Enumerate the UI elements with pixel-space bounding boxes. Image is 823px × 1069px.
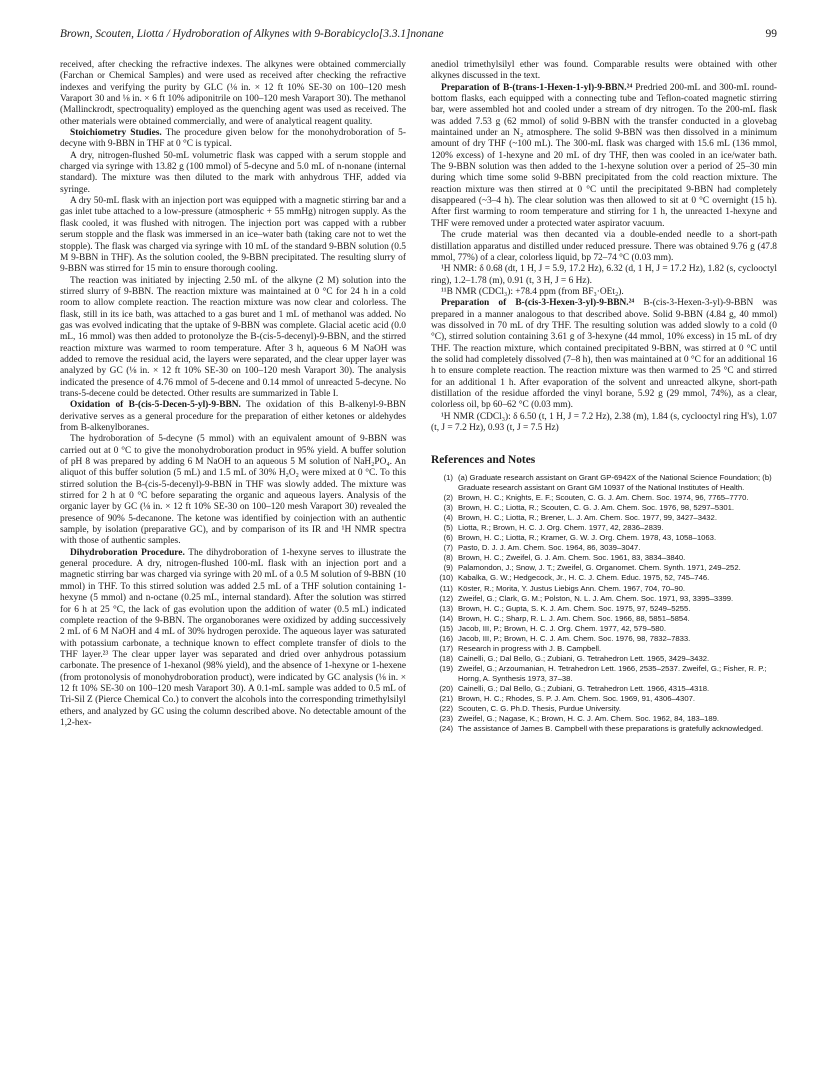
reference-item <box>431 624 777 633</box>
reference-item <box>431 553 777 562</box>
reference-number: (4) <box>443 512 453 522</box>
paragraph <box>431 230 777 264</box>
reference-text: Jacob, III, P.; Brown, H. C. J. Am. Chem. Soc. 1976, 98, 7832–7833. <box>458 634 691 644</box>
reference-text: Köster, R.; Morita, Y. Justus Liebigs Ann. Chem. 1967, 704, 70–90. <box>458 583 686 593</box>
run-in-heading: Preparation of B-(cis-3-Hexen-3-yl)-9-BBN.²⁴ <box>441 298 635 309</box>
paragraph <box>431 287 777 298</box>
paragraph <box>60 60 406 128</box>
reference-number: (6) <box>443 533 453 543</box>
paragraph <box>60 151 406 196</box>
reference-number: (19) <box>439 664 453 674</box>
reference-text: Palamondon, J.; Snow, J. T.; Zweifel, G. Organomet. Chem. Synth. 1971, 249–252. <box>458 563 741 573</box>
paragraph <box>431 412 777 435</box>
reference-text: Pasto, D. J. J. Am. Chem. Soc. 1964, 86, 3039–3047. <box>458 543 641 553</box>
reference-item <box>431 654 777 663</box>
reference-item <box>431 664 777 683</box>
reference-number: (22) <box>439 703 453 713</box>
reference-number: (21) <box>439 693 453 703</box>
reference-item <box>431 604 777 613</box>
reference-number: (8) <box>443 553 453 563</box>
reference-text: Brown, H. C.; Sharp, R. L. J. Am. Chem. Soc. 1966, 88, 5851–5854. <box>458 613 690 623</box>
reference-item <box>431 614 777 623</box>
paragraph-text: Predried 200-mL and 300-mL round-bottom flasks, each equipped with a connecting tube and Teflon-coated magnetic stirring bar, were assembled hot and cooled under a stream of dry nitrogen. To the 200-mL flask was added 7.53 g (62 mmol) of solid 9-BBN with the transfer conducted in a glovebag maintained under an N₂ atmosphere. The solid 9-BBN was then dissolved in a minimum amount of dry THF (~100 mL). The 300-mL flask was charged with 15.6 mL (136 mmol, 120% excess) of 1-hexyne and 20 mL of dry THF, then was cooled in an ice/water bath. The 9-BBN solution was then added to the 1-hexyne solution over a period of 25–30 min during which time some solid 9-BBN precipitated from the cold reaction mixture. The reaction mixture was then stirred at 0 °C until the precipitated 9-BBN had completely disappeared (~3–4 h). The clear solution was then allowed to sit at 0 °C overnight (15 h). After first warming to room temperature and stirring for 1 h, the unreacted 1-hexyne and THF were removed under a protected water aspirator vacuum. <box>431 82 777 229</box>
paragraph-text: The oxidation of this B-alkenyl-9-BBN derivative serves as a general procedure for the preparation of either ketones or aldehydes from B-alkenylboranes. <box>60 400 406 433</box>
paragraph <box>60 400 406 434</box>
paragraph-text: The dihydroboration of 1-hexyne serves to illustrate the general procedure. A dry, nitrogen-flushed 100-mL flask with an injection port and a magnetic stirring bar was charged via syringe with 20 mL of a 0.5 M solution of 9-BBN (10 mmol) in THF. To this stirred solution was added 2.5 mL of a THF solution containing 1-hexyne (5 mmol) and n-octane (0.25 mL, internal standard). After the solution was stirred for 6 h at 25 °C, the lack of gas evolution upon the addition of water (0.5 mL) indicated complete reaction of the 9-BBN. The organoboranes were oxidized by adding successively 2 mL of 6 M NaOH and 4 mL of 30% hydrogen peroxide. The aqueous layer was saturated with potassium carbonate, a technique known to effect complete transfer of diols to the THF layer.²³ The clear upper layer was separated and dried over anhydrous potassium carbonate. The presence of 1-hexanol (98% yield), and the absence of 1-hexyne or 1-hexene (from protonolysis of monohydroboration product), were indicated by GC analysis (⅛ in. × 12 ft 10% SE-30 on 100–120 mesh Varaport 30). A 0.1-mL sample was added to 0.5 mL of Tri-Sil Z (Pierce Chemical Co.) to convert the alcohols into the corresponding trimethylsilyl ethers, and analyzed by GC using the column described above. No detectable amount of the 1,2-hex- <box>60 547 406 728</box>
reference-item <box>431 714 777 723</box>
run-in-heading: Oxidation of B-(cis-5-Decen-5-yl)-9-BBN. <box>70 400 241 411</box>
reference-text: Zweifel, G.; Nagase, K.; Brown, H. C. J. Am. Chem. Soc. 1962, 84, 183–189. <box>458 714 720 723</box>
right-column-paragraphs <box>431 60 777 434</box>
reference-number: (13) <box>439 603 453 613</box>
reference-text: Scouten, C. G. Ph.D. Thesis, Purdue University. <box>458 703 621 713</box>
reference-number: (2) <box>443 492 453 502</box>
paragraph-text: ¹¹B NMR (CDCl₃): +78.4 ppm (from BF₃·OEt₂). <box>441 286 624 297</box>
reference-text: Cainelli, G.; Dal Bello, G.; Zubiani, G. Tetrahedron Lett. 1966, 4315–4318. <box>458 683 710 693</box>
reference-item <box>431 644 777 653</box>
reference-item <box>431 503 777 512</box>
reference-text: Zweifel, G.; Arzoumanian, H. Tetrahedron Lett. 1966, 2535–2537. Zweifel, G.; Fisher, R. P.; Horng, A. Synthesis 1973, 37–38. <box>458 664 767 683</box>
paragraph-text: ¹H NMR (CDCl₃): δ 6.50 (t, 1 H, J = 7.2 Hz), 2.38 (m), 1.84 (s, cyclooctyl ring H's), 1.07 (t, J = 7.2 Hz), 0.93 (t, J = 7.5 Hz) <box>431 411 777 433</box>
page-header <box>60 28 777 44</box>
reference-item <box>431 543 777 552</box>
reference-item <box>431 563 777 572</box>
reference-text: Brown, H. C.; Liotta, R.; Brener, L. J. Am. Chem. Soc. 1977, 99, 3427–3432. <box>458 512 717 522</box>
reference-item <box>431 584 777 593</box>
reference-item <box>431 724 777 733</box>
reference-item <box>431 473 777 492</box>
reference-item <box>431 594 777 603</box>
reference-item <box>431 573 777 582</box>
reference-number: (11) <box>439 583 453 593</box>
reference-number: (14) <box>439 613 453 623</box>
reference-text: Cainelli, G.; Dal Bello, G.; Zubiani, G. Tetrahedron Lett. 1965, 3429–3432. <box>458 654 710 664</box>
reference-text: Brown, H. C.; Gupta, S. K. J. Am. Chem. Soc. 1975, 97, 5249–5255. <box>458 603 691 613</box>
reference-number: (24) <box>439 724 453 734</box>
reference-text: Zweifel, G.; Clark, G. M.; Polston, N. L. J. Am. Chem. Soc. 1971, 93, 3395–3399. <box>458 593 734 603</box>
paragraph <box>431 264 777 287</box>
reference-number: (23) <box>439 714 453 723</box>
reference-item <box>431 523 777 532</box>
paragraph-text: B-(cis-3-Hexen-3-yl)-9-BBN was prepared in a manner analogous to that described above. Solid 9-BBN (4.84 g, 40 mmol) was dissolved in 70 mL of dry THF. The resulting solution was added slowly to a cold (0 °C), stirred solution containing 3.61 g of 3-hexyne (44 mmol, 10% excess) in 15 mL of dry THF. The reaction mixture, which contained precipitated 9-BBN, was stirred at 0 °C until the solid had completely dissolved (7–8 h), then was maintained at 0 °C for an additional 16 h to ensure complete reaction. The reaction mixture was then warmed to 25 °C and stirred for an additional 1 h. After evaporation of the solvent and unreacted alkyne, short-path distillation of the residue afforded the vinyl borane, 5.92 g (29 mmol, 74%), as a clear, colorless oil, bp 60–62 °C (0.03 mm). <box>431 298 777 411</box>
reference-number: (5) <box>443 523 453 533</box>
paragraph-text: anediol trimethylsilyl ether was found. Comparable results were obtained with other alkynes discussed in the text. <box>431 60 777 82</box>
right-column <box>431 60 777 734</box>
reference-text: (a) Graduate research assistant on Grant GP-6942X of the National Science Foundation; (b) Graduate research assistant on Grant GM 10937 of the National Institutes of Health. <box>458 473 772 492</box>
left-column <box>60 60 406 729</box>
reference-number: (3) <box>443 502 453 512</box>
reference-item <box>431 634 777 643</box>
paragraph-text: A dry 50-mL flask with an injection port was equipped with a magnetic stirring bar and a gas inlet tube attached to a low-pressure (atmospheric + 55 mmHg) nitrogen supply. As the flask cooled, it was flushed with nitrogen. The injection port was capped with a rubber serum stopple and the flask was immersed in an ice–water bath (taking care not to wet the stopple). The flask was charged via syringe with 10 mL of the standard 9-BBN solution (0.5 M 9-BBN in THF). As the solution cooled, the 9-BBN precipitated. The resulting slurry of 9-BBN was stirred for 15 min to ensure thorough cooling. <box>60 196 406 275</box>
paragraph <box>60 434 406 547</box>
paragraph-text: The procedure given below for the monohydroboration of 5-decyne with 9-BBN in THF at 0 °C is typical. <box>60 128 406 150</box>
reference-number: (1) <box>443 473 453 483</box>
paragraph-text: The crude material was then decanted via a double-ended needle to a short-path distillation apparatus and distilled under reduced pressure. There was obtained 9.76 g (47.8 mmol, 77%) of a clear, colorless liquid, bp 72–74 °C (0.03 mm). <box>431 230 777 263</box>
reference-item <box>431 493 777 502</box>
running-head: Brown, Scouten, Liotta / Hydroboration of Alkynes with 9-Borabicyclo[3.3.1]nonane <box>60 28 444 40</box>
paragraph <box>60 196 406 275</box>
references-list <box>431 473 777 733</box>
reference-item <box>431 694 777 703</box>
reference-text: Brown, H. C.; Zweifel, G. J. Am. Chem. Soc. 1961, 83, 3834–3840. <box>458 553 686 563</box>
reference-item <box>431 513 777 522</box>
reference-text: Kabalka, G. W.; Hedgecock, Jr., H. C. J. Chem. Educ. 1975, 52, 745–746. <box>458 573 710 583</box>
paragraph <box>60 276 406 401</box>
paragraph <box>431 298 777 411</box>
run-in-heading: Stoichiometry Studies. <box>70 128 162 139</box>
paragraph-text: ¹H NMR: δ 0.68 (dt, 1 H, J = 5.9, 17.2 Hz), 6.32 (d, 1 H, J = 17.2 Hz), 1.82 (s, cyclooctyl ring), 1.2–1.78 (m), 0.91 (t, 3 H, J = 6 Hz). <box>431 264 777 286</box>
reference-text: The assistance of James B. Campbell with these preparations is gratefully acknowledged. <box>458 724 764 734</box>
reference-item <box>431 533 777 542</box>
reference-number: (7) <box>443 543 453 553</box>
paragraph-text: received, after checking the refractive indexes. The alkynes were obtained commercially (Farchan or Chemical Samples) and were used as received after checking the refractive indexes and verifying the purity by GLC (⅛ in. × 12 ft 10% SE-30 on 100–120 mesh Varaport 30 and ⅛ in. × 6 ft 10% adiponitrile on 100–120 mesh Varaport 30). The methanol (Mallinckrodt, spectroquality) employed as the quenching agent was used as received. The other materials were obtained commercially, and were of analytical reagent quality. <box>60 60 406 127</box>
reference-number: (12) <box>439 593 453 603</box>
paragraph-text: The reaction was initiated by injecting 2.50 mL of the alkyne (2 M) solution into the stirred slurry of 9-BBN. The reaction mixture was maintained at 0 °C for 24 h in a cold room to allow complete reaction. The reaction mixture was now clear and colorless. The flask, still in its ice bath, was attached to a gas buret and 1 mL of methanol was added. No gas was evolved indicating that the uptake of 9-BBN was complete. Glacial acetic acid (0.0 mL, 16 mmol) was then added to protonolyze the B-(cis-5-decenyl)-9-BBN, and the stirred reaction mixture was warmed to room temperature. After 3 h, aqueous 6 M NaOH was added to remove the residual acid, the layers were separated, and the clear upper layer was analyzed by GC (⅛ in. × 12 ft 10% SE-30 on 100–120 mesh Varaport 30). The analysis indicated the presence of 4.76 mmol of 5-decene and 0.14 mmol of unreacted 5-decyne. No trans-5-decene could be detected. Other results are summarized in Table I. <box>60 275 406 399</box>
run-in-heading: Dihydroboration Procedure. <box>70 547 185 558</box>
reference-item <box>431 704 777 713</box>
paragraph <box>60 548 406 730</box>
paragraph <box>431 60 777 83</box>
reference-text: Jacob, III, P.; Brown, H. C. J. Org. Chem. 1977, 42, 579–580. <box>458 623 666 633</box>
reference-text: Research in progress with J. B. Campbell. <box>458 644 602 654</box>
reference-number: (18) <box>439 654 453 664</box>
reference-number: (9) <box>443 563 453 573</box>
reference-number: (16) <box>439 634 453 644</box>
reference-text: Brown, H. C.; Rhodes, S. P. J. Am. Chem. Soc. 1969, 91, 4306–4307. <box>458 693 696 703</box>
run-in-heading: Preparation of B-(trans-1-Hexen-1-yl)-9-BBN.²⁴ <box>441 82 633 93</box>
page-number: 99 <box>765 28 777 40</box>
reference-text: Brown, H. C.; Liotta, R.; Scouten, C. G. J. Am. Chem. Soc. 1976, 98, 5297–5301. <box>458 502 735 512</box>
reference-number: (20) <box>439 683 453 693</box>
paragraph-text: A dry, nitrogen-flushed 50-mL volumetric flask was capped with a serum stopple and charged via syringe with 13.82 g (100 mmol) of 5-decyne and 5.0 mL of n-nonane (internal standard). The mixture was then diluted to the mark with anhydrous THF, added via syringe. <box>60 150 406 195</box>
reference-number: (10) <box>439 573 453 583</box>
paragraph <box>431 83 777 230</box>
references-title: References and Notes <box>431 454 536 467</box>
paragraph <box>60 128 406 151</box>
reference-text: Brown, H. C.; Knights, E. F.; Scouten, C. G. J. Am. Chem. Soc. 1974, 96, 7765–7770. <box>458 492 749 502</box>
reference-text: Liotta, R.; Brown, H. C. J. Org. Chem. 1977, 42, 2836–2839. <box>458 523 664 533</box>
reference-number: (15) <box>439 623 453 633</box>
reference-text: Brown, H. C.; Liotta, R.; Kramer, G. W. J. Org. Chem. 1978, 43, 1058–1063. <box>458 533 717 543</box>
reference-item <box>431 684 777 693</box>
reference-number: (17) <box>439 644 453 654</box>
paragraph-text: The hydroboration of 5-decyne (5 mmol) with an equivalent amount of 9-BBN was carried out at 0 °C to give the monohydroboration product in 95% yield. A buffer solution of pH 8 was prepared by adding 6 M NaOH to an aqueous 5 M solution of NaH₂PO₄. An aliquot of this buffer solution (5 mL) and 1.5 mL of 30% H₂O₂ were mixed at 0 °C. To this stirred solution the B-(cis-5-decenyl)-9-BBN in THF was slowly added. The mixture was stirred for 2 h at 0 °C before separating the organic and aqueous layers. Analysis of the organic layer by GC (⅛ in. × 12 ft 10% SE-30 on 100–120 mesh Varaport 30) revealed the presence of 90% 5-decanone. The ketone was identified by coinjection with an authentic sample, by isolation (preparative GC), and by comparison of its IR and ¹H NMR spectra with those of authentic samples. <box>60 434 406 547</box>
